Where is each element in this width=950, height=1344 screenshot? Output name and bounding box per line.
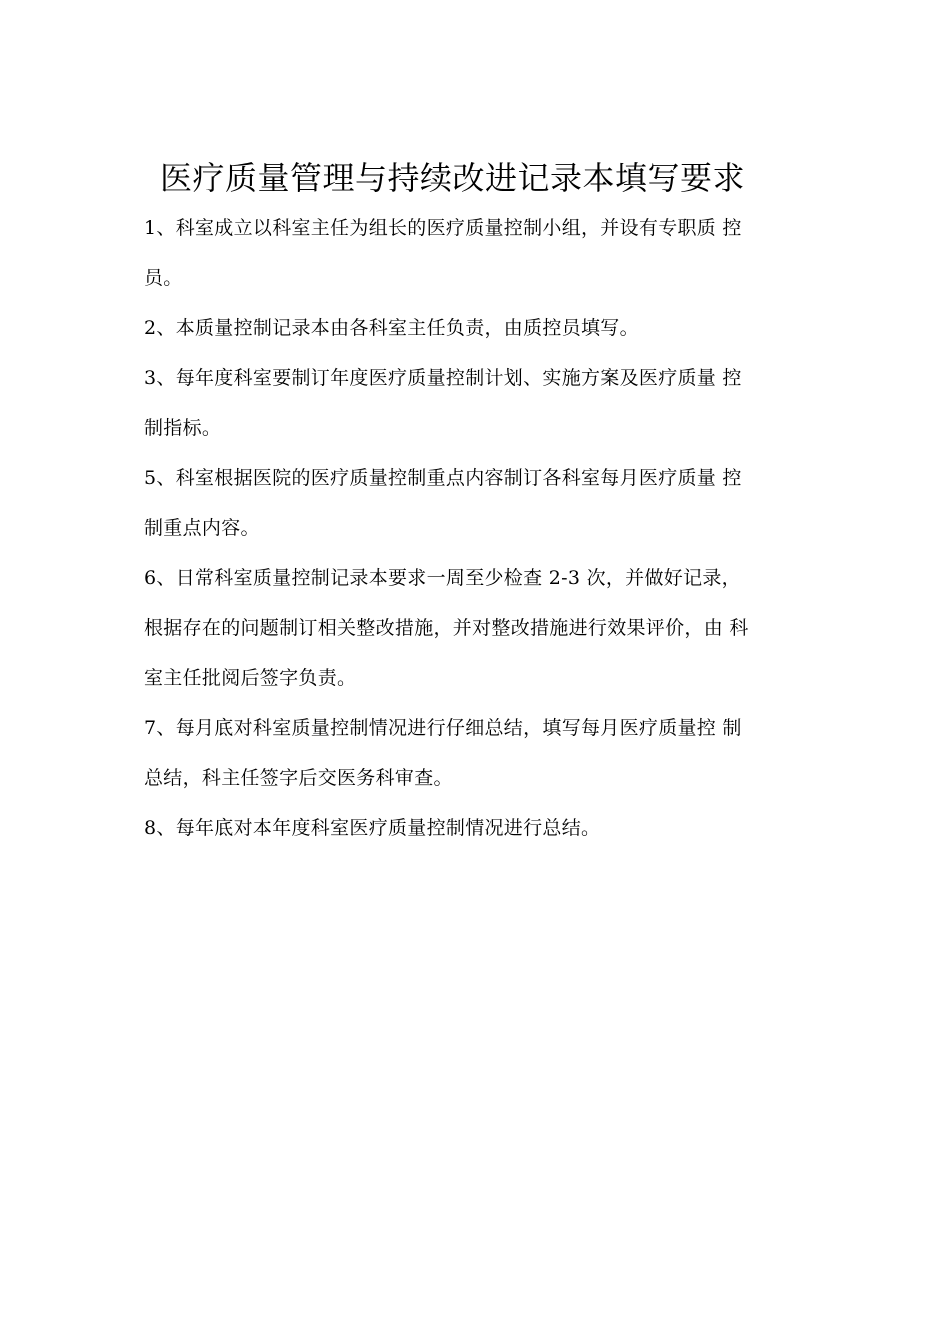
text-line: 制重点内容。 [144, 517, 260, 539]
text-line: 总结，科主任签字后交医务科审查。 [144, 767, 453, 789]
text-line: 2、本质量控制记录本由各科室主任负责，由质控员填写。 [144, 317, 639, 339]
text-line: 员。 [144, 267, 183, 289]
text-line: 3、每年度科室要制订年度医疗质量控制计划、实施方案及医疗质量 控 [144, 367, 742, 389]
requirements-list [144, 206, 824, 856]
text-line: 7、每月底对科室质量控制情况进行仔细总结，填写每月医疗质量控 制 [144, 717, 742, 739]
text-line: 室主任批阅后签字负责。 [144, 667, 357, 689]
text-line: 制指标。 [144, 417, 222, 439]
document-title: 医疗质量管理与持续改进记录本填写要求 [160, 159, 746, 197]
text-line: 根据存在的问题制订相关整改措施，并对整改措施进行效果评价，由 科 [144, 617, 749, 639]
text-line: 8、每年底对本年度科室医疗质量控制情况进行总结。 [144, 817, 601, 839]
text-line: 6、日常科室质量控制记录本要求一周至少检查 2-3 次，并做好记录， [144, 567, 741, 589]
text-line: 5、科室根据医院的医疗质量控制重点内容制订各科室每月医疗质量 控 [144, 467, 742, 489]
text-line: 1、科室成立以科室主任为组长的医疗质量控制小组，并设有专职质 控 [144, 217, 742, 239]
